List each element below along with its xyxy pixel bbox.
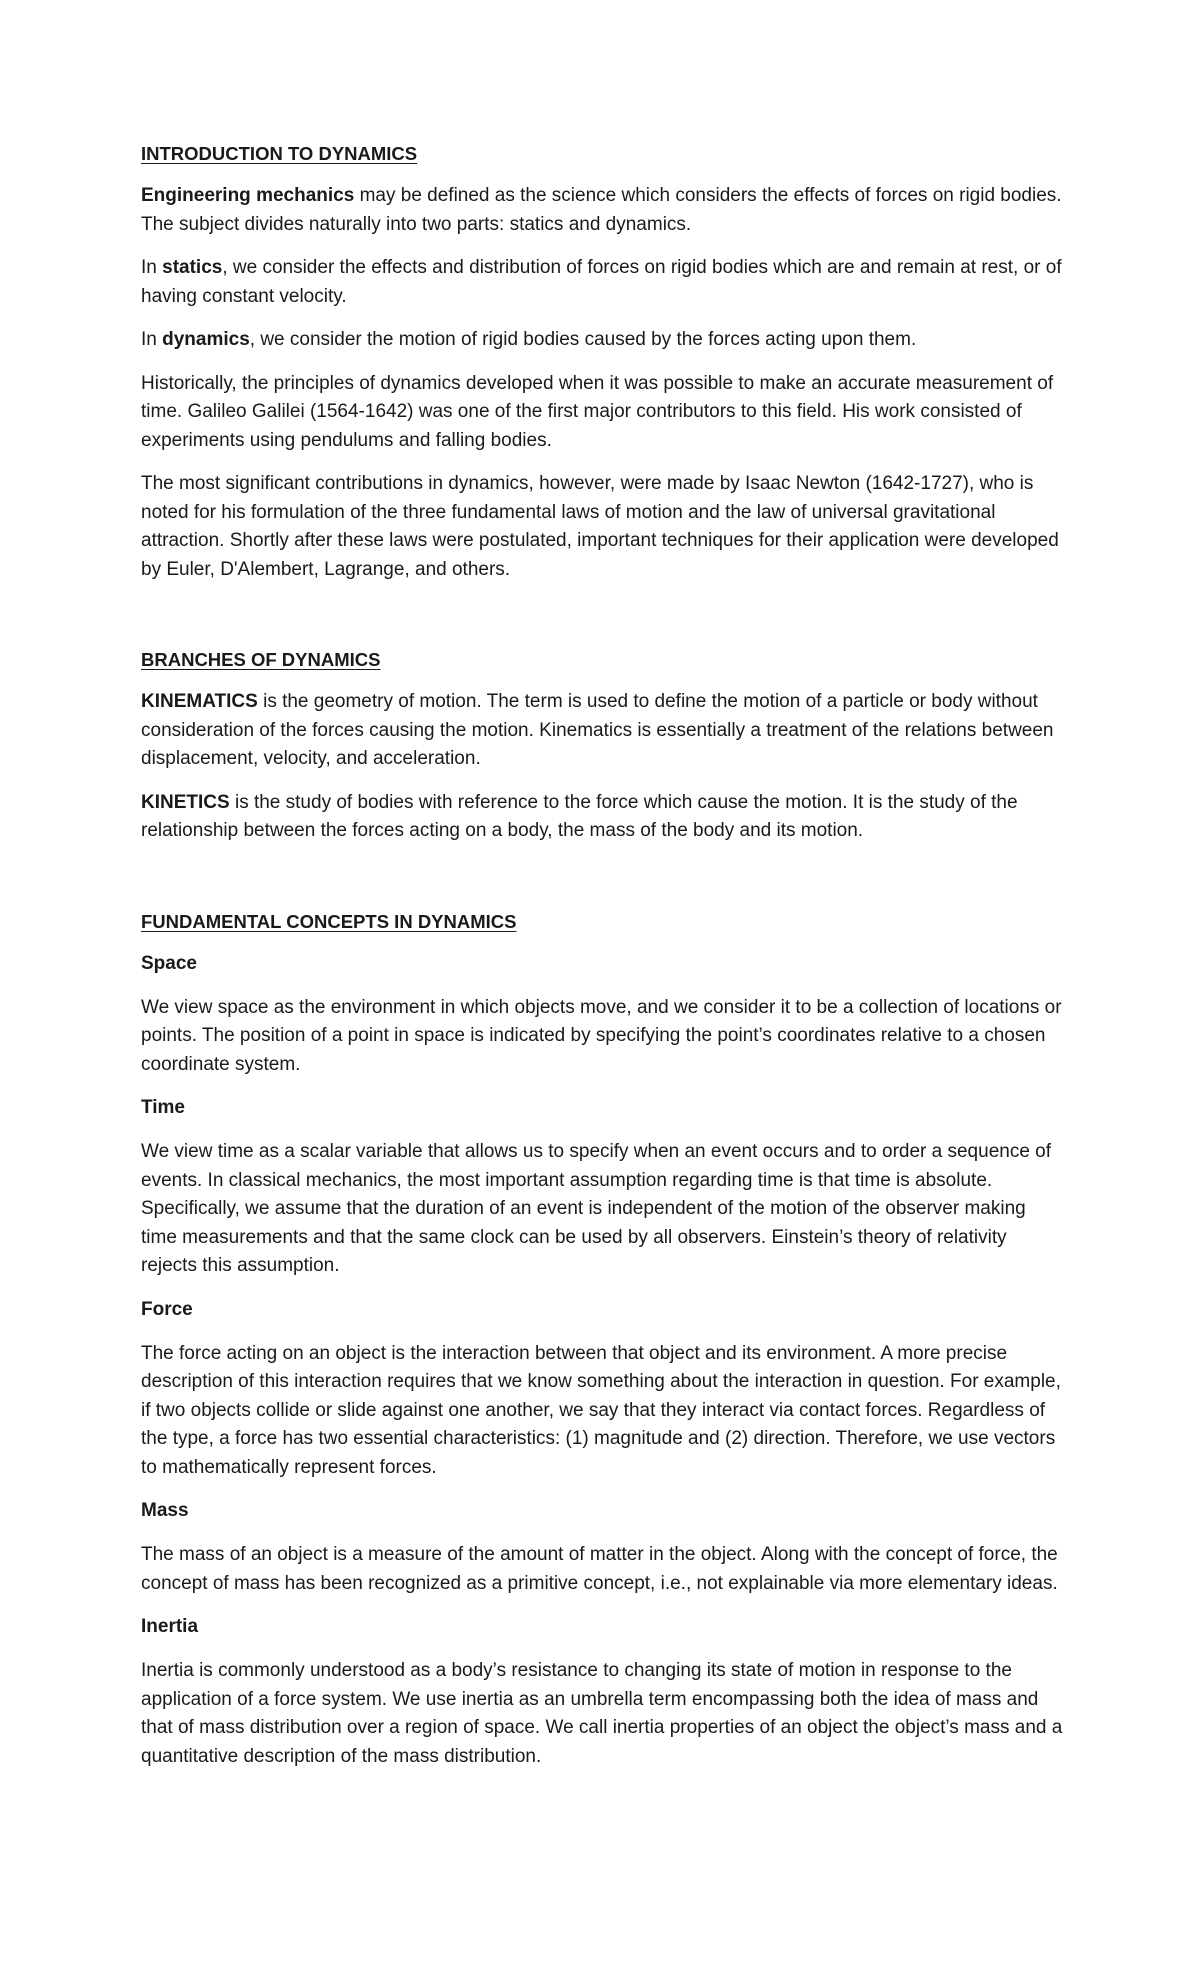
branches-heading: BRANCHES OF DYNAMICS — [141, 649, 381, 670]
intro-paragraph-1-text: may be defined as the science which considers the effects of forces on rigid bodies. The subject divides naturally into two parts: statics and dynamics. — [141, 185, 1062, 235]
term-engineering-mechanics: Engineering mechanics — [141, 185, 355, 206]
intro-paragraph-2 — [141, 254, 1066, 311]
kinetics-text: is the study of bodies with reference to the force which cause the motion. It is the study of the relationship between the forces acting on a body, the mass of the body and its motion. — [141, 791, 1018, 841]
space-subheading: Space — [141, 952, 197, 974]
mass-subheading: Mass — [141, 1500, 189, 1521]
kinematics-paragraph — [141, 688, 1066, 774]
intro-paragraph-4: Historically, the principles of dynamics developed when it was possible to make an accurate measurement of time. Galileo Galilei (1564-1642) was one of the first major contributors to this field. His work consisted of experiments using pendulums and falling bodies. — [141, 372, 1054, 451]
intro-paragraph-2-text: , we consider the effects and distribution of forces on rigid bodies which are and remain at rest, or of having constant velocity. — [141, 257, 1062, 307]
inertia-subheading: Inertia — [141, 1616, 199, 1637]
term-dynamics: dynamics — [162, 329, 250, 350]
force-paragraph: The force acting on an object is the interaction between that object and its environment. A more precise description of this interaction requires that we know something about the interaction in question. For example, if two objects collide or slide against one another, we say that they interact via contact forces. Regardless of the type, a force has two essential characteristics: (1) magnitude and (2) direction. Therefore, we use vectors to mathematically represent forces. — [141, 1342, 1061, 1478]
intro-paragraph-3 — [141, 326, 1066, 355]
kinetics-paragraph — [141, 789, 1066, 846]
document-body — [141, 140, 1066, 1786]
intro-paragraph-5: The most significant contributions in dynamics, however, were made by Isaac Newton (1642-1727), who is noted for his formulation of the three fundamental laws of motion and the law of universal gravitational attraction. Shortly after these laws were postulated, important techniques for their application were developed by Euler, D'Alembert, Lagrange, and others. — [141, 473, 1059, 580]
time-paragraph: We view time as a scalar variable that allows us to specify when an event occurs and to order a sequence of events. In classical mechanics, the most important assumption regarding time is that time is absolute. Specifically, we assume that the duration of an event is independent of the motion of the observer making time measurements and that the same clock can be used by all observers. Einstein’s theory of relativity rejects this assumption. — [141, 1141, 1052, 1276]
space-paragraph: We view space as the environment in which objects move, and we consider it to be a collection of locations or points. The position of a point in space is indicated by specifying the point’s coordinates relative to a chosen coordinate system. — [141, 996, 1062, 1075]
concepts-heading: FUNDAMENTAL CONCEPTS IN DYNAMICS — [141, 910, 517, 932]
intro-paragraph-1 — [141, 182, 1066, 239]
kinematics-text: is the geometry of motion. The term is used to define the motion of a particle or body without consideration of the forces causing the motion. Kinematics is essentially a treatment of the relations between displacement, velocity, and acceleration. — [141, 691, 1054, 769]
intro-paragraph-2-prefix: In — [141, 257, 163, 278]
term-statics: statics — [162, 257, 223, 278]
time-subheading: Time — [141, 1097, 186, 1118]
force-subheading: Force — [141, 1298, 193, 1320]
inertia-paragraph: Inertia is commonly understood as a body’s resistance to changing its state of motion in response to the application of a force system. We use inertia as an umbrella term encompassing both the idea of mass and that of mass distribution over a region of space. We call inertia properties of an object the object’s mass and a quantitative description of the mass distribution. — [141, 1660, 1063, 1767]
term-kinetics: KINETICS — [141, 791, 230, 813]
term-kinematics: KINEMATICS — [141, 691, 258, 712]
intro-paragraph-3-text: , we consider the motion of rigid bodies caused by the forces acting upon them. — [249, 329, 917, 350]
section-spacer — [141, 599, 1066, 646]
intro-paragraph-3-prefix: In — [141, 329, 163, 350]
intro-heading: INTRODUCTION TO DYNAMICS — [141, 143, 418, 164]
section-spacer — [141, 861, 1066, 908]
mass-paragraph: The mass of an object is a measure of the amount of matter in the object. Along with the concept of force, the concept of mass has been recognized as a primitive concept, i.e., not explainable via more elementary ideas. — [141, 1544, 1058, 1594]
